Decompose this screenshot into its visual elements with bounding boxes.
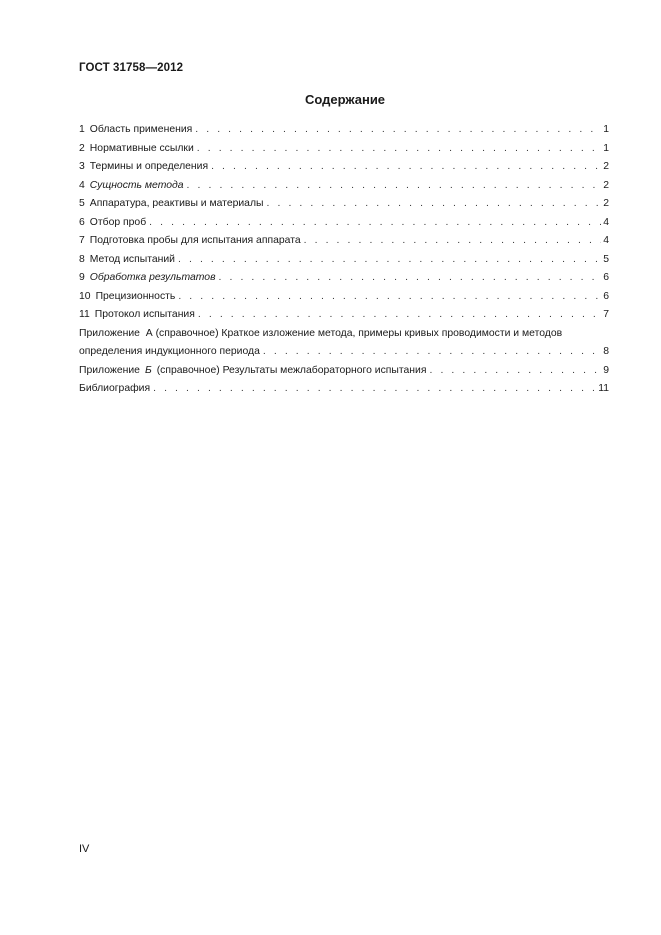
toc-entry-page: 1 bbox=[603, 124, 609, 135]
toc-leader-dots bbox=[197, 140, 601, 159]
toc-entry-label: Метод испытаний bbox=[89, 253, 175, 265]
toc-leader-dots bbox=[263, 343, 601, 362]
toc-entry-number: 9 bbox=[79, 272, 85, 283]
appendix-letter: Б bbox=[144, 364, 152, 376]
toc-entry-number: 6 bbox=[79, 216, 85, 228]
toc-entry-label: Нормативные ссылки bbox=[89, 142, 194, 154]
toc-entry-page: 2 bbox=[603, 198, 609, 209]
document-code: ГОСТ 31758—2012 bbox=[79, 62, 184, 74]
toc-leader-dots bbox=[304, 232, 602, 251]
toc-entry-4[interactable] bbox=[79, 177, 609, 196]
toc-entry-number: 2 bbox=[79, 142, 85, 154]
toc-leader-dots bbox=[429, 362, 601, 381]
toc-entry-number: 7 bbox=[79, 235, 85, 246]
appendix-title-line2: определения индукционного периода bbox=[79, 346, 260, 357]
toc-entry-page: 9 bbox=[603, 364, 609, 376]
toc-leader-dots bbox=[153, 380, 596, 399]
toc-entry-10[interactable] bbox=[79, 288, 609, 307]
toc-leader-dots bbox=[178, 251, 601, 270]
toc-entry-label: Обработка результатов bbox=[89, 272, 216, 283]
toc-entry-number: 4 bbox=[79, 179, 85, 191]
toc-title: Содержание bbox=[304, 92, 386, 107]
toc-entry-label: Сущность метода bbox=[89, 179, 184, 191]
toc-entry-page: 2 bbox=[603, 161, 609, 172]
toc-entry-page: 8 bbox=[603, 346, 609, 357]
toc-entry-2[interactable] bbox=[79, 140, 609, 159]
toc-entry-number: 3 bbox=[79, 161, 85, 172]
toc-leader-dots bbox=[195, 121, 601, 140]
toc-entry-page: 1 bbox=[603, 142, 609, 154]
toc-entry-number: 1 bbox=[79, 124, 85, 135]
toc-appendix-a-line1[interactable] bbox=[79, 325, 609, 344]
toc-entry-5[interactable] bbox=[79, 195, 609, 214]
toc-appendix-b[interactable] bbox=[79, 362, 609, 381]
toc-entry-page: 6 bbox=[603, 290, 609, 302]
toc-entry-1[interactable] bbox=[79, 121, 609, 140]
toc-entry-9[interactable] bbox=[79, 269, 609, 288]
appendix-title-line1: (справочное) Краткое изложение метода, примеры кривых проводимости и методов bbox=[155, 327, 563, 339]
table-of-contents bbox=[79, 121, 609, 399]
toc-entry-6[interactable] bbox=[79, 214, 609, 233]
toc-entry-page: 4 bbox=[603, 216, 609, 228]
toc-bibliography[interactable] bbox=[79, 380, 609, 399]
toc-entry-label: Аппаратура, реактивы и материалы bbox=[89, 198, 264, 209]
toc-leader-dots bbox=[211, 158, 601, 177]
toc-leader-dots bbox=[267, 195, 602, 214]
appendix-prefix: Приложение bbox=[79, 364, 140, 376]
toc-entry-page: 6 bbox=[603, 272, 609, 283]
toc-appendix-a-line2[interactable] bbox=[79, 343, 609, 362]
toc-entry-number: 5 bbox=[79, 198, 85, 209]
toc-entry-7[interactable] bbox=[79, 232, 609, 251]
page-number: IV bbox=[79, 843, 90, 855]
toc-leader-dots bbox=[219, 269, 602, 288]
toc-entry-label: Подготовка пробы для испытания аппарата bbox=[89, 235, 301, 246]
toc-leader-dots bbox=[178, 288, 601, 307]
toc-entry-label: Протокол испытания bbox=[94, 309, 195, 320]
toc-entry-number: 8 bbox=[79, 253, 85, 265]
toc-entry-label: Прецизионность bbox=[95, 290, 176, 302]
toc-entry-label: Область применения bbox=[89, 124, 193, 135]
bibliography-label: Библиография bbox=[79, 383, 151, 394]
toc-entry-label: Термины и определения bbox=[89, 161, 209, 172]
toc-entry-page: 4 bbox=[603, 235, 609, 246]
toc-entry-11[interactable] bbox=[79, 306, 609, 325]
appendix-title: (справочное) Результаты межлабораторного испытания bbox=[156, 364, 427, 376]
toc-leader-dots bbox=[149, 214, 601, 233]
toc-entry-page: 11 bbox=[598, 383, 609, 394]
toc-entry-number: 10 bbox=[79, 290, 91, 302]
toc-entry-8[interactable] bbox=[79, 251, 609, 270]
toc-entry-number: 11 bbox=[79, 309, 90, 320]
toc-entry-page: 5 bbox=[603, 253, 609, 265]
toc-entry-label: Отбор проб bbox=[89, 216, 147, 228]
toc-entry-3[interactable] bbox=[79, 158, 609, 177]
toc-leader-dots bbox=[187, 177, 602, 196]
toc-entry-page: 7 bbox=[603, 309, 609, 320]
toc-entry-page: 2 bbox=[603, 179, 609, 191]
appendix-prefix: Приложение bbox=[79, 327, 140, 339]
appendix-letter: А bbox=[145, 327, 153, 339]
toc-leader-dots bbox=[198, 306, 601, 325]
